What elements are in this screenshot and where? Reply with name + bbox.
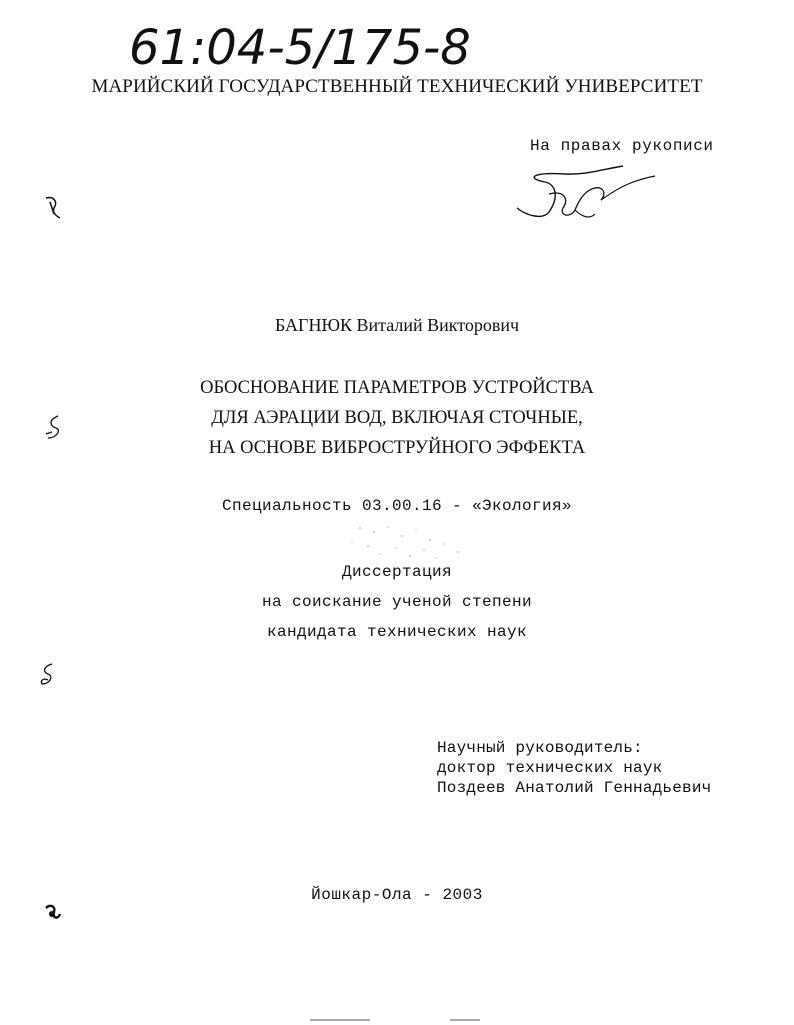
signature-icon (505, 160, 665, 222)
dissertation-block (0, 557, 794, 647)
dissertation-line: на соискание ученой степени (261, 593, 533, 611)
title-line: ДЛЯ АЭРАЦИИ ВОД, ВКЛЮЧАЯ СТОЧНЫЕ, (211, 408, 583, 428)
dissertation-line: кандидата технических наук (266, 623, 528, 641)
archive-code-text: 61:04-5/175-8 (129, 20, 471, 76)
specialty-line: Специальность 03.00.16 - «Экология» (221, 497, 573, 515)
margin-mark-icon (36, 660, 62, 690)
rights-note: На правах рукописи (530, 137, 714, 155)
title-line: ОБОСНОВАНИЕ ПАРАМЕТРОВ УСТРОЙСТВА (200, 378, 594, 398)
handwritten-archive-code (125, 6, 585, 86)
supervisor-block (437, 738, 711, 798)
supervisor-line: доктор технических наук (437, 759, 663, 777)
dissertation-line: Диссертация (341, 563, 453, 581)
supervisor-line: Поздеев Анатолий Геннадьевич (437, 779, 712, 797)
title-line: НА ОСНОВЕ ВИБРОСТРУЙНОГО ЭФФЕКТА (208, 438, 586, 458)
city-year: Йошкар-Ола - 2003 (311, 886, 483, 904)
author-name: БАГНЮК Виталий Викторович (274, 315, 520, 335)
scan-smudge (340, 522, 480, 562)
scan-edge-line (310, 1017, 480, 1023)
university-name: МАРИЙСКИЙ ГОСУДАРСТВЕННЫЙ ТЕХНИЧЕСКИЙ УНИВЕРСИТЕТ (91, 76, 703, 97)
supervisor-line: Научный руководитель: (437, 739, 643, 757)
margin-mark-icon (40, 192, 66, 222)
thesis-title (0, 373, 794, 463)
